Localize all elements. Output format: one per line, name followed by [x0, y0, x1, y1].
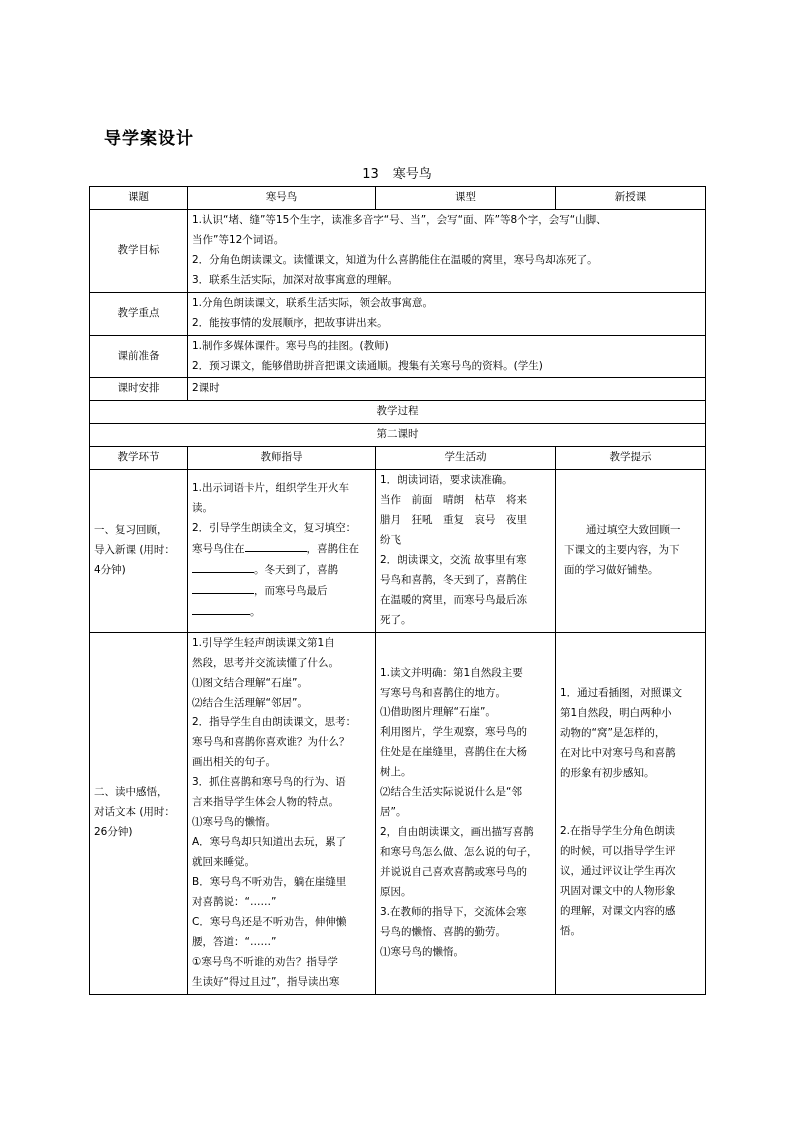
teacher-line: ⑵结合生活理解“邻居”。	[192, 696, 308, 709]
type-label: 课型	[376, 187, 556, 210]
prep-content	[188, 335, 706, 378]
goal-line: 当作”等12个词语。	[192, 233, 285, 246]
student-line: 和寒号鸟怎么做、怎么说的句子，	[380, 846, 538, 859]
process-title-row	[90, 401, 706, 424]
student-line: 写寒号鸟和喜鹊住的地方。	[380, 686, 506, 699]
student-line: 1．朗读词语，要求读准确。	[380, 474, 513, 487]
hint-line: 的时候，可以指导学生评	[560, 845, 676, 858]
stage2-student	[376, 632, 556, 994]
student-line: 当作 前面 晴朗 枯草 将来	[380, 494, 527, 507]
teacher-line: ⑴寒号鸟的懒惰。	[192, 816, 276, 829]
lesson-title	[0, 163, 794, 182]
hint-line: 下课文的主要内容，为下	[564, 543, 680, 556]
lesson-name: 寒号鸟	[392, 167, 432, 182]
period-title: 第二课时	[90, 424, 706, 447]
stage1-row	[90, 470, 706, 633]
student-line: 号鸟的懒惰、喜鹊的勤劳。	[380, 925, 506, 938]
teacher-line: ①寒号鸟不听谁的劝告？指导学	[192, 955, 338, 968]
topic-label: 课题	[90, 187, 188, 210]
teacher-line: 生读好“得过且过”，指导读出寒	[192, 975, 340, 988]
col-header-stage: 教学环节	[90, 447, 188, 470]
fill-blank	[245, 539, 307, 552]
prep-line: 1.制作多媒体课件。寒号鸟的挂图。(教师)	[192, 339, 389, 352]
col-header-hint: 教学提示	[556, 447, 706, 470]
goals-row	[90, 209, 706, 292]
hint-line: 第1自然段，明白两种小	[560, 707, 672, 720]
teacher-line: 寒号鸟和喜鹊你喜欢谁？为什么？	[192, 736, 350, 749]
teacher-line: 1.出示词语卡片，组织学生开火车	[192, 482, 350, 495]
fill-text: 。冬天到了，喜鹊	[254, 563, 338, 576]
prep-row	[90, 335, 706, 378]
goals-content	[188, 209, 706, 292]
hours-value: 2课时	[188, 378, 706, 401]
goal-line: 3．联系生活实际，加深对故事寓意的理解。	[192, 273, 399, 286]
student-line: 并说说自己喜欢喜鹊或寒号鸟的	[380, 865, 527, 878]
student-line: 在温暖的窝里，而寒号鸟最后冻	[380, 593, 527, 606]
stage1-name	[90, 470, 188, 633]
teacher-line	[192, 560, 371, 581]
topic-value: 寒号鸟	[188, 187, 376, 210]
hint-line: 在对比中对寒号鸟和喜鹊	[560, 747, 676, 760]
stage2-hint	[556, 632, 706, 994]
hours-row	[90, 378, 706, 401]
student-line: 1.读文并明确：第1自然段主要	[380, 666, 523, 679]
document-heading: 导学案设计	[104, 129, 194, 149]
hint-line: 动物的“窝”是怎样的，	[560, 727, 666, 740]
teacher-line: 腰，答道：“……”	[192, 935, 277, 948]
teacher-line: 读。	[192, 502, 213, 515]
hint-line: 议，通过评议让学生再次	[560, 865, 676, 878]
student-line: 2．朗读课文，交流 故事里有寒	[380, 553, 527, 566]
teacher-line: 就回来睡觉。	[192, 856, 255, 868]
stage-name-line: 26分钟)	[94, 826, 133, 839]
student-line: ⑴寒号鸟的懒惰。	[380, 945, 464, 958]
hint-line: 通过填空大致回顾一	[586, 524, 681, 537]
fill-text: ，喜鹊住在	[306, 542, 359, 555]
teacher-line: 2．指导学生自由朗读课文，思考：	[192, 716, 357, 729]
fill-text: ，而寒号鸟最后	[254, 584, 328, 597]
fill-blank	[192, 602, 250, 615]
column-header-row	[90, 447, 706, 470]
hint-line: 悟。	[560, 924, 581, 937]
hint-line: 巩固对课文中的人物形象	[560, 884, 676, 897]
teacher-line: 然段，思考并交流读懂了什么。	[192, 656, 339, 669]
teacher-line: 画出相关的句子。	[192, 756, 276, 769]
keypoint-line: 2．能按事情的发展顺序，把故事讲出来。	[192, 316, 388, 329]
teacher-line: C．寒号鸟还是不听劝告，伸伸懒	[192, 915, 347, 928]
student-line: ⑴借助图片理解“石崖”。	[380, 706, 496, 719]
goal-line: 2．分角色朗读课文。读懂课文，知道为什么喜鹊能住在温暖的窝里，寒号鸟却冻死了。	[192, 253, 598, 266]
stage-name-line: 对话文本 (用时：	[94, 806, 175, 819]
fill-blank	[192, 560, 254, 573]
stage1-teacher	[188, 470, 376, 633]
stage-name-line: 4分钟)	[94, 563, 126, 576]
fill-text: 。	[250, 605, 261, 618]
process-title: 教学过程	[90, 401, 706, 424]
teacher-line: 言来指导学生体会人物的特点。	[192, 796, 339, 809]
type-value: 新授课	[556, 187, 706, 210]
student-line: 树上。	[380, 766, 412, 779]
hint-line: 的理解，对课文内容的感	[560, 904, 676, 917]
keypoint-line: 1.分角色朗读课文，联系生活实际，领会故事寓意。	[192, 296, 434, 309]
stage-name-line: 导入新课 (用时：	[94, 543, 175, 556]
keypoints-content	[188, 292, 706, 335]
student-line: 2，自由朗读课文，画出描写喜鹊	[380, 826, 534, 839]
teacher-line: B．寒号鸟不听劝告，躺在崖缝里	[192, 875, 347, 888]
fill-blank	[192, 581, 254, 594]
lesson-number: 13	[362, 167, 379, 182]
student-line: 纷飞	[380, 534, 401, 546]
teacher-line: 1.引导学生轻声朗读课文第1自	[192, 636, 335, 649]
stage-name-line: 一、复习回顾，	[94, 524, 168, 537]
hint-line: 面的学习做好铺垫。	[564, 563, 659, 576]
lesson-plan-table	[89, 186, 706, 995]
period-title-row	[90, 424, 706, 447]
stage2-row	[90, 632, 706, 994]
goal-line: 1.认识“堵、缝”等15个生字，读准多音字“号、当”，会写“面、阵”等8个字，会写“山脚、	[192, 213, 607, 226]
teacher-line: 3．抓住喜鹊和寒号鸟的行为、语	[192, 776, 346, 789]
student-line: 住处是在崖缝里，喜鹊住在大杨	[380, 746, 527, 759]
teacher-line: A．寒号鸟却只知道出去玩，累了	[192, 836, 347, 849]
student-line: 原因。	[380, 885, 412, 898]
student-line: 居”。	[380, 806, 407, 819]
student-line: 3.在教师的指导下，交流体会寒	[380, 905, 527, 918]
student-line: 号鸟和喜鹊，冬天到了，喜鹊住	[380, 573, 527, 586]
teacher-line	[192, 581, 371, 602]
keypoints-row	[90, 292, 706, 335]
hint-line: 的形象有初步感知。	[560, 767, 655, 780]
teacher-line	[192, 602, 371, 623]
topic-row	[90, 187, 706, 210]
stage2-name	[90, 632, 188, 994]
keypoints-label: 教学重点	[90, 292, 188, 335]
hours-label: 课时安排	[90, 378, 188, 401]
hint-line: 2.在指导学生分角色朗读	[560, 825, 676, 838]
stage1-student	[376, 470, 556, 633]
teacher-line	[192, 539, 371, 560]
hint-line: 1．通过看插图，对照课文	[560, 687, 683, 700]
goals-label: 教学目标	[90, 209, 188, 292]
student-line: 利用图片，学生观察，寒号鸟的	[380, 726, 527, 739]
prep-label: 课前准备	[90, 335, 188, 378]
stage1-hint	[556, 470, 706, 633]
fill-text: 寒号鸟住在	[192, 542, 245, 555]
col-header-student: 学生活动	[376, 447, 556, 470]
student-line: ⑵结合生活实际说说什么是“邻	[380, 786, 522, 799]
col-header-teacher: 教师指导	[188, 447, 376, 470]
stage-name-line: 二、读中感悟，	[94, 786, 168, 799]
student-line: 腊月 狂吼 重复 哀号 夜里	[380, 514, 527, 527]
teacher-line: 2．引导学生朗读全文，复习填空：	[192, 522, 357, 535]
teacher-line: 对喜鹊说：“……”	[192, 895, 277, 908]
prep-line: 2．预习课文，能够借助拼音把课文读通顺。搜集有关寒号鸟的资料。(学生)	[192, 359, 543, 372]
teacher-line: ⑴图文结合理解“石崖”。	[192, 676, 308, 689]
student-line: 死了。	[380, 613, 412, 626]
stage2-teacher	[188, 632, 376, 994]
